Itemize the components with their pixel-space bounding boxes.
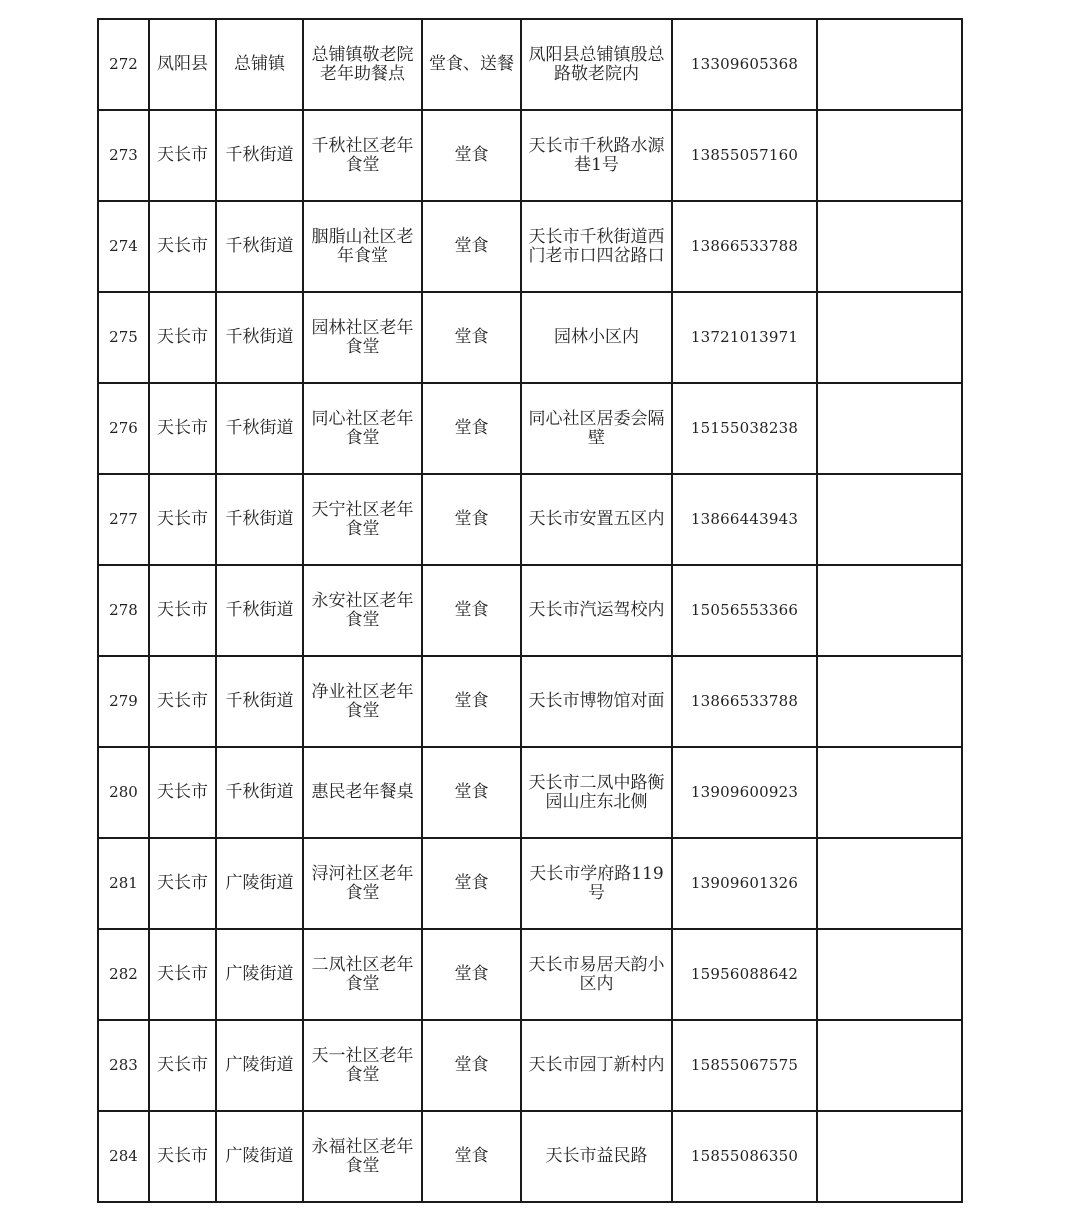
service-type: 堂食 (422, 474, 521, 565)
county: 天长市 (149, 292, 216, 383)
canteen-name: 天宁社区老年食堂 (303, 474, 422, 565)
note (817, 747, 962, 838)
note (817, 201, 962, 292)
service-type: 堂食、送餐 (422, 19, 521, 110)
phone-number: 13721013971 (672, 292, 817, 383)
county: 天长市 (149, 383, 216, 474)
row-number: 279 (98, 656, 149, 747)
row-number: 283 (98, 1020, 149, 1111)
table-row (98, 292, 962, 383)
canteen-name: 净业社区老年食堂 (303, 656, 422, 747)
phone-number: 15956088642 (672, 929, 817, 1020)
address: 天长市园丁新村内 (521, 1020, 672, 1111)
canteen-name: 园林社区老年食堂 (303, 292, 422, 383)
town: 广陵街道 (216, 838, 303, 929)
table-row (98, 201, 962, 292)
address: 天长市益民路 (521, 1111, 672, 1202)
phone-number: 15855067575 (672, 1020, 817, 1111)
table-row (98, 383, 962, 474)
canteen-name: 天一社区老年食堂 (303, 1020, 422, 1111)
address: 天长市千秋街道西门老市口四岔路口 (521, 201, 672, 292)
table-row (98, 565, 962, 656)
canteen-name: 永福社区老年食堂 (303, 1111, 422, 1202)
phone-number: 15155038238 (672, 383, 817, 474)
row-number: 281 (98, 838, 149, 929)
row-number: 278 (98, 565, 149, 656)
note (817, 656, 962, 747)
county: 天长市 (149, 656, 216, 747)
canteen-name: 千秋社区老年食堂 (303, 110, 422, 201)
row-number: 284 (98, 1111, 149, 1202)
row-number: 272 (98, 19, 149, 110)
county: 天长市 (149, 474, 216, 565)
table-row (98, 1111, 962, 1202)
town: 广陵街道 (216, 1111, 303, 1202)
service-type: 堂食 (422, 838, 521, 929)
address: 天长市博物馆对面 (521, 656, 672, 747)
note (817, 838, 962, 929)
phone-number: 13866533788 (672, 201, 817, 292)
canteen-name: 二凤社区老年食堂 (303, 929, 422, 1020)
note (817, 474, 962, 565)
address: 天长市汽运驾校内 (521, 565, 672, 656)
canteen-name: 永安社区老年食堂 (303, 565, 422, 656)
note (817, 383, 962, 474)
county: 凤阳县 (149, 19, 216, 110)
service-type: 堂食 (422, 110, 521, 201)
county: 天长市 (149, 565, 216, 656)
town: 千秋街道 (216, 383, 303, 474)
canteen-name: 同心社区老年食堂 (303, 383, 422, 474)
phone-number: 13866533788 (672, 656, 817, 747)
address: 天长市安置五区内 (521, 474, 672, 565)
address: 天长市千秋路水源巷1号 (521, 110, 672, 201)
note (817, 1020, 962, 1111)
canteen-name: 惠民老年餐桌 (303, 747, 422, 838)
table-body (98, 19, 962, 1202)
town: 千秋街道 (216, 565, 303, 656)
table-row (98, 110, 962, 201)
service-type: 堂食 (422, 747, 521, 838)
table-row (98, 19, 962, 110)
note (817, 110, 962, 201)
service-type: 堂食 (422, 292, 521, 383)
table-row (98, 656, 962, 747)
service-type: 堂食 (422, 1020, 521, 1111)
row-number: 282 (98, 929, 149, 1020)
phone-number: 15855086350 (672, 1111, 817, 1202)
county: 天长市 (149, 110, 216, 201)
town: 广陵街道 (216, 929, 303, 1020)
row-number: 277 (98, 474, 149, 565)
table-row (98, 474, 962, 565)
service-type: 堂食 (422, 201, 521, 292)
address: 同心社区居委会隔壁 (521, 383, 672, 474)
phone-number: 13309605368 (672, 19, 817, 110)
note (817, 929, 962, 1020)
table-row (98, 747, 962, 838)
town: 千秋街道 (216, 292, 303, 383)
town: 千秋街道 (216, 747, 303, 838)
note (817, 565, 962, 656)
canteen-name: 胭脂山社区老年食堂 (303, 201, 422, 292)
service-type: 堂食 (422, 565, 521, 656)
row-number: 275 (98, 292, 149, 383)
town: 广陵街道 (216, 1020, 303, 1111)
canteen-table (97, 18, 963, 1203)
address: 天长市学府路119号 (521, 838, 672, 929)
county: 天长市 (149, 1111, 216, 1202)
address: 凤阳县总铺镇殷总路敬老院内 (521, 19, 672, 110)
row-number: 274 (98, 201, 149, 292)
county: 天长市 (149, 201, 216, 292)
table-row (98, 838, 962, 929)
phone-number: 13866443943 (672, 474, 817, 565)
address: 天长市二凤中路衡园山庄东北侧 (521, 747, 672, 838)
town: 总铺镇 (216, 19, 303, 110)
county: 天长市 (149, 747, 216, 838)
canteen-name: 浔河社区老年食堂 (303, 838, 422, 929)
town: 千秋街道 (216, 110, 303, 201)
phone-number: 15056553366 (672, 565, 817, 656)
note (817, 292, 962, 383)
table-row (98, 1020, 962, 1111)
service-type: 堂食 (422, 383, 521, 474)
town: 千秋街道 (216, 656, 303, 747)
phone-number: 13909600923 (672, 747, 817, 838)
service-type: 堂食 (422, 1111, 521, 1202)
table-row (98, 929, 962, 1020)
note (817, 19, 962, 110)
phone-number: 13855057160 (672, 110, 817, 201)
town: 千秋街道 (216, 474, 303, 565)
row-number: 273 (98, 110, 149, 201)
address: 天长市易居天韵小区内 (521, 929, 672, 1020)
service-type: 堂食 (422, 929, 521, 1020)
row-number: 276 (98, 383, 149, 474)
town: 千秋街道 (216, 201, 303, 292)
county: 天长市 (149, 1020, 216, 1111)
phone-number: 13909601326 (672, 838, 817, 929)
county: 天长市 (149, 838, 216, 929)
note (817, 1111, 962, 1202)
county: 天长市 (149, 929, 216, 1020)
address: 园林小区内 (521, 292, 672, 383)
service-type: 堂食 (422, 656, 521, 747)
row-number: 280 (98, 747, 149, 838)
canteen-name: 总铺镇敬老院老年助餐点 (303, 19, 422, 110)
